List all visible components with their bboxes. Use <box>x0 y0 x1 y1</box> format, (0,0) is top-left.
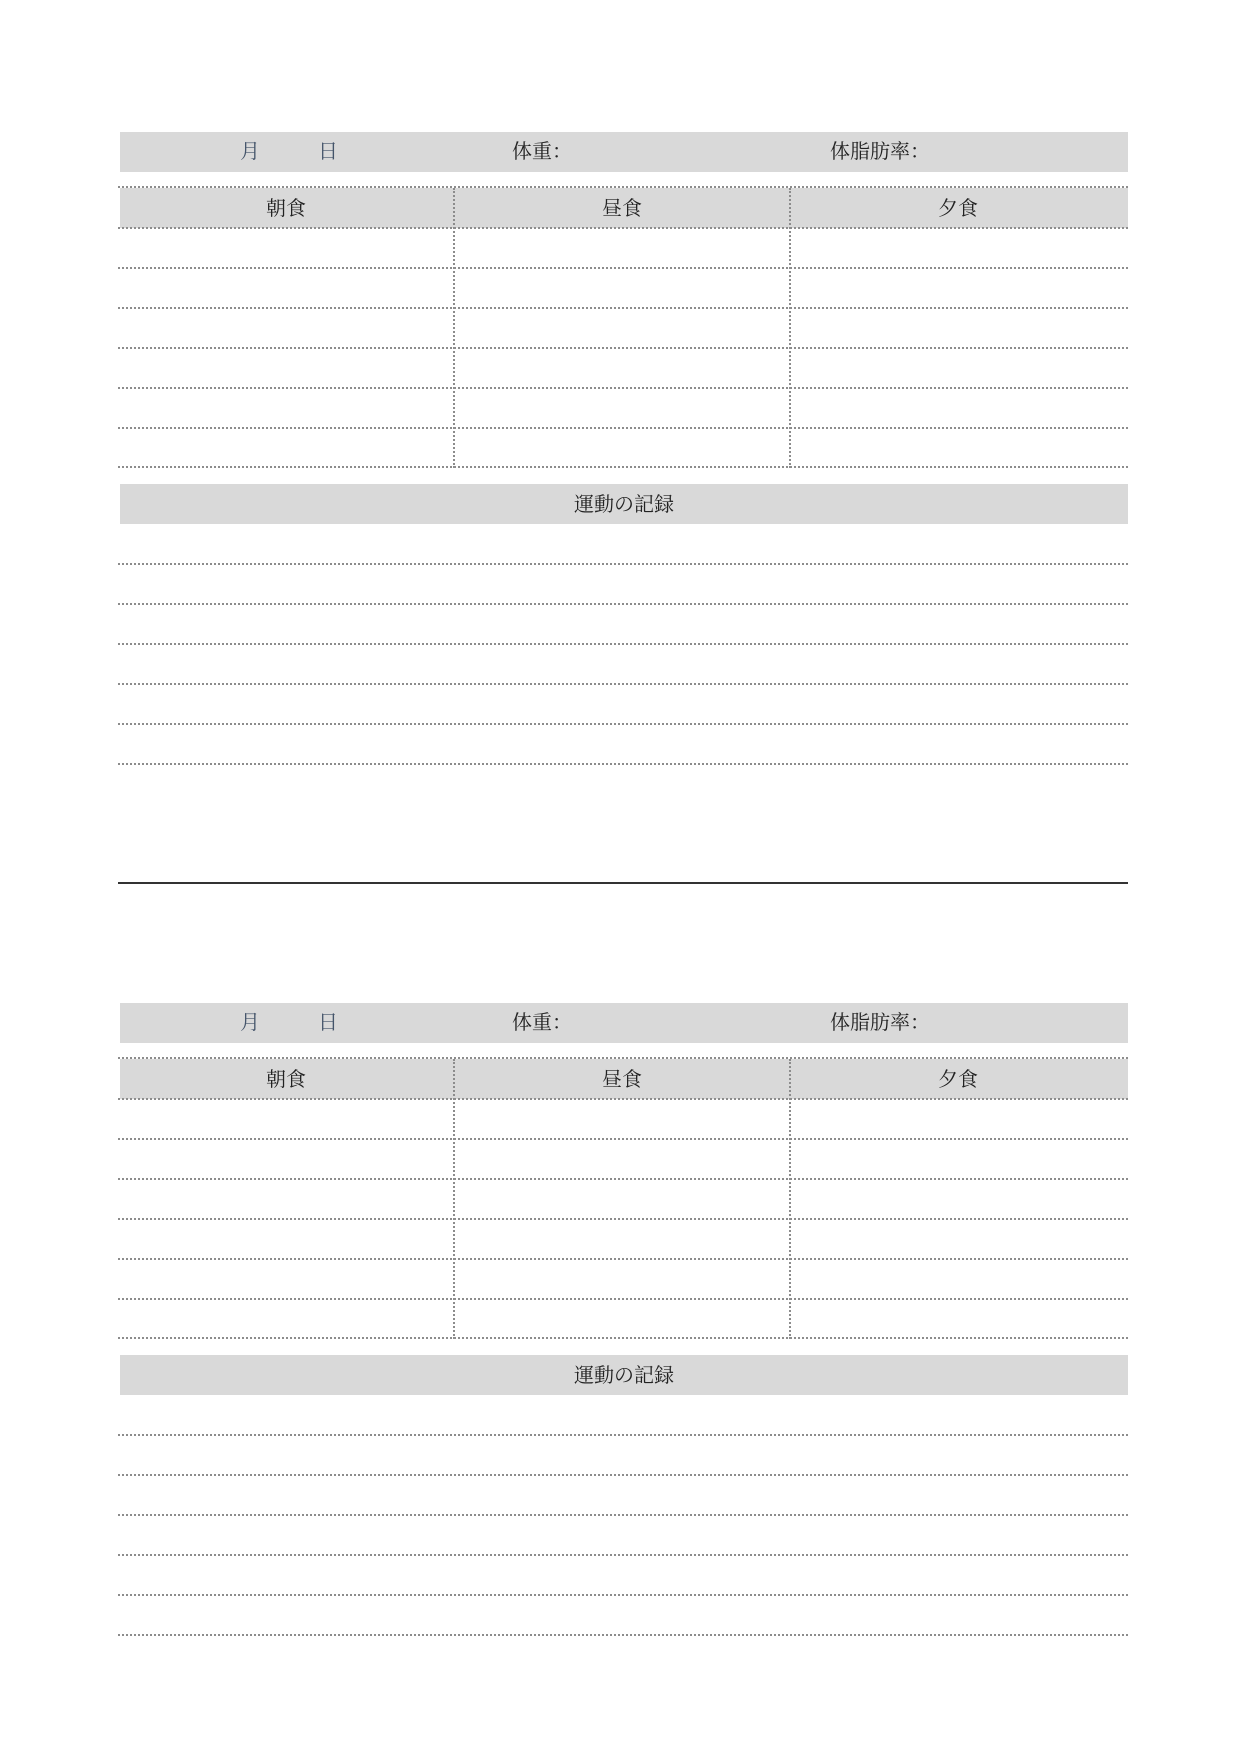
exercise-record-header <box>120 1355 1128 1395</box>
meal-row-line <box>118 1337 1128 1339</box>
section-divider <box>118 882 1128 884</box>
meal-row-line <box>118 227 1128 229</box>
exercise-lines <box>118 524 1128 744</box>
dinner-column-header: 夕食 <box>938 1067 978 1091</box>
exercise-line <box>118 603 1128 605</box>
table-top-border <box>118 1057 1128 1059</box>
meal-table <box>118 1059 1128 1339</box>
meal-row-line <box>118 1178 1128 1180</box>
exercise-line <box>118 563 1128 565</box>
meal-row-line <box>118 307 1128 309</box>
exercise-line <box>118 1474 1128 1476</box>
exercise-line <box>118 1514 1128 1516</box>
breakfast-column-header: 朝食 <box>266 1067 306 1091</box>
exercise-line <box>118 723 1128 725</box>
lunch-column-header: 昼食 <box>602 1067 642 1091</box>
meal-row-line <box>118 427 1128 429</box>
month-label: 月 <box>240 1010 260 1034</box>
date-weight-header <box>120 1003 1128 1043</box>
meal-row-line <box>118 387 1128 389</box>
column-divider <box>453 1059 455 1339</box>
exercise-line <box>118 683 1128 685</box>
date-weight-header <box>120 132 1128 172</box>
exercise-lines <box>118 1395 1128 1615</box>
dinner-column-header: 夕食 <box>938 196 978 220</box>
exercise-line <box>118 1554 1128 1556</box>
exercise-line <box>118 643 1128 645</box>
meal-row-line <box>118 1098 1128 1100</box>
weight-label: 体重： <box>512 139 572 163</box>
column-divider <box>453 188 455 468</box>
body-fat-label: 体脂肪率： <box>830 1010 930 1034</box>
exercise-line <box>118 763 1128 765</box>
meal-row-line <box>118 1138 1128 1140</box>
meal-row-line <box>118 1258 1128 1260</box>
exercise-line <box>118 1634 1128 1636</box>
column-divider <box>789 188 791 468</box>
exercise-line <box>118 1434 1128 1436</box>
column-divider <box>789 1059 791 1339</box>
meal-table <box>118 188 1128 468</box>
meal-row-line <box>118 466 1128 468</box>
meal-row-line <box>118 1298 1128 1300</box>
weight-label: 体重： <box>512 1010 572 1034</box>
meal-row-line <box>118 347 1128 349</box>
exercise-record-title: 運動の記録 <box>574 1363 674 1387</box>
body-fat-label: 体脂肪率： <box>830 139 930 163</box>
day-label: 日 <box>318 139 338 163</box>
exercise-record-header <box>120 484 1128 524</box>
table-top-border <box>118 186 1128 188</box>
meal-row-line <box>118 267 1128 269</box>
lunch-column-header: 昼食 <box>602 196 642 220</box>
meal-row-line <box>118 1218 1128 1220</box>
breakfast-column-header: 朝食 <box>266 196 306 220</box>
day-label: 日 <box>318 1010 338 1034</box>
exercise-record-title: 運動の記録 <box>574 492 674 516</box>
month-label: 月 <box>240 139 260 163</box>
exercise-line <box>118 1594 1128 1596</box>
